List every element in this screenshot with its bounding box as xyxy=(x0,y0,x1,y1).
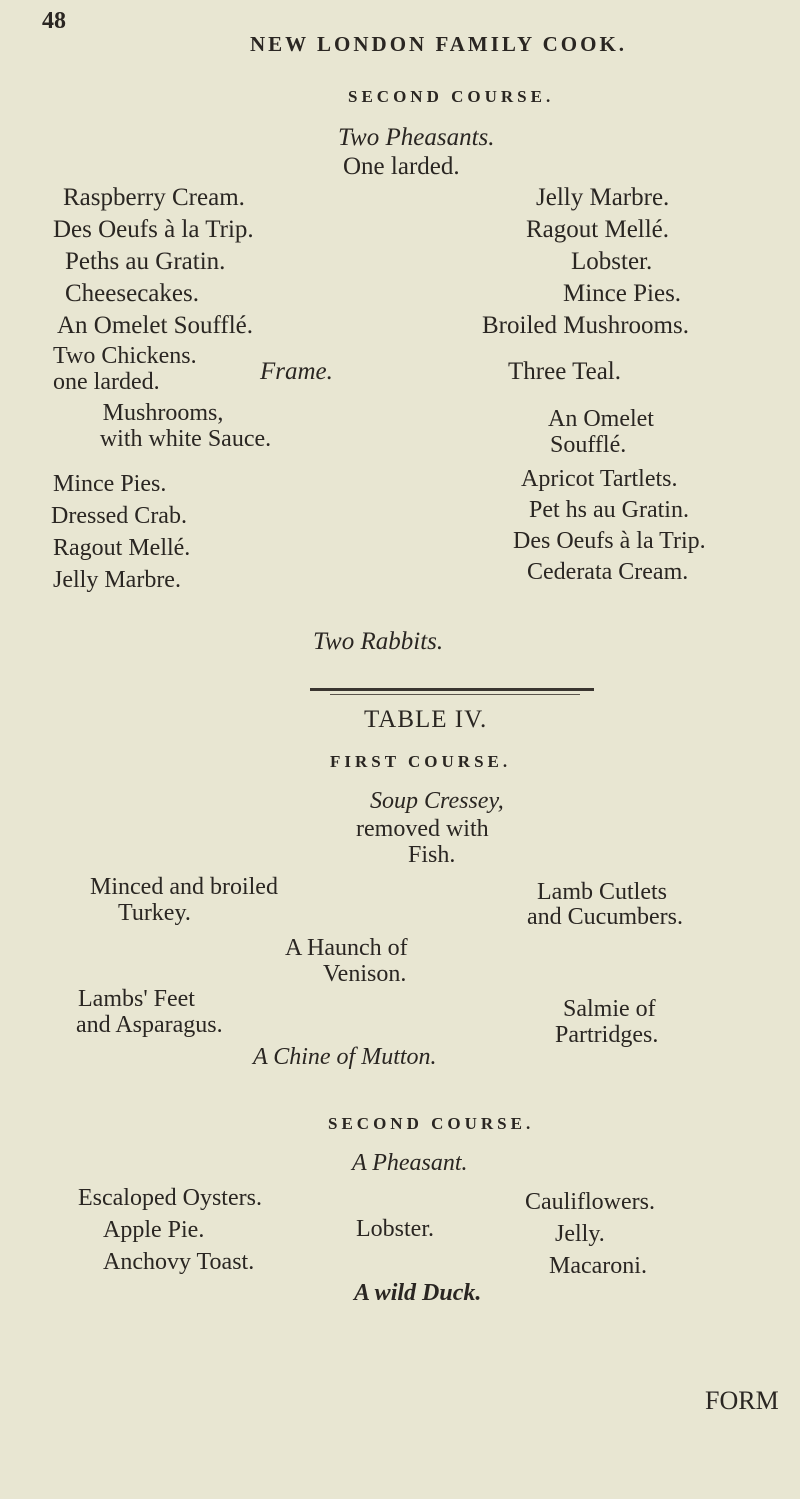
dish-item: Peths au Gratin. xyxy=(65,248,226,275)
dish-line: Lamb Cutlets xyxy=(537,879,667,905)
pheasant-dish: A Pheasant. xyxy=(352,1150,468,1176)
soup-line-2: removed with xyxy=(356,816,489,842)
first-course-heading: FIRST COURSE. xyxy=(330,752,512,771)
salmie-partridges xyxy=(555,996,658,1048)
dish-item: Jelly. xyxy=(555,1221,605,1247)
dish-line: Partridges. xyxy=(555,1022,659,1048)
left-dish-column xyxy=(53,184,254,344)
dish-line: one larded. xyxy=(53,369,160,395)
mushrooms-dish xyxy=(43,400,373,452)
running-title: NEW LONDON FAMILY COOK. xyxy=(250,32,628,56)
second-course-heading-2: SECOND COURSE. xyxy=(328,1114,535,1133)
dish-item: Apple Pie. xyxy=(103,1217,205,1243)
dish-item: Apricot Tartlets. xyxy=(521,466,678,492)
soup-line-3: Fish. xyxy=(408,842,456,868)
lobster-dish: Lobster. xyxy=(356,1216,434,1242)
left-lower-column xyxy=(53,468,190,596)
minced-turkey xyxy=(90,874,278,926)
soup-dish: Soup Cressey, xyxy=(370,788,504,814)
dish-item: Des Oeufs à la Trip. xyxy=(53,216,254,243)
two-chickens xyxy=(53,343,197,395)
dish-item: Cheesecakes. xyxy=(65,280,199,307)
second-right-column xyxy=(525,1186,655,1282)
catchword: FORM xyxy=(705,1386,779,1415)
lamb-cutlets xyxy=(527,880,683,930)
dish-line: Lambs' Feet xyxy=(78,986,195,1012)
dish-item: Dressed Crab. xyxy=(51,503,187,529)
dish-line: Salmie of xyxy=(563,996,656,1022)
right-lower-column xyxy=(475,464,706,588)
dish-item: Pet hs au Gratin. xyxy=(529,497,689,523)
dish-item: Escaloped Oysters. xyxy=(78,1185,262,1211)
dish-item: Jelly Marbre. xyxy=(53,567,181,593)
section-rule-thin xyxy=(330,694,580,695)
dish-line: and Asparagus. xyxy=(76,1012,223,1038)
dish-item: Broiled Mushrooms. xyxy=(482,312,689,339)
dish-line: and Cucumbers. xyxy=(527,904,683,930)
chine-of-mutton: A Chine of Mutton. xyxy=(253,1044,437,1070)
dish-item: Jelly Marbre. xyxy=(536,184,670,211)
dish-item: Anchovy Toast. xyxy=(103,1249,255,1275)
dish-line: Minced and broiled xyxy=(90,874,278,900)
bottom-dish: Two Rabbits. xyxy=(313,628,444,655)
right-dish-column xyxy=(480,184,689,344)
section-rule xyxy=(310,688,594,691)
dish-item: Mince Pies. xyxy=(563,280,682,307)
dish-item: An Omelet Soufflé. xyxy=(57,312,254,339)
dish-line: Soufflé. xyxy=(550,432,627,458)
dish-item: Ragout Mellé. xyxy=(53,535,191,561)
dish-item: Raspberry Cream. xyxy=(63,184,245,211)
dish-item: Cauliflowers. xyxy=(525,1189,655,1215)
three-teal: Three Teal. xyxy=(508,358,622,385)
second-left-column xyxy=(78,1182,262,1278)
dish-item: Cederata Cream. xyxy=(527,559,689,585)
top-dish: Two Pheasants. xyxy=(338,124,495,151)
dish-line: Venison. xyxy=(323,961,407,987)
dish-line: Turkey. xyxy=(118,900,191,926)
table-title: TABLE IV. xyxy=(364,706,488,733)
omelet-souffle xyxy=(548,406,654,458)
second-course-heading: SECOND COURSE. xyxy=(348,87,555,106)
dish-item: Mince Pies. xyxy=(53,471,167,497)
dish-line: Mushrooms, xyxy=(102,400,224,426)
dish-item: Des Oeufs à la Trip. xyxy=(513,528,706,554)
dish-line: A Haunch of xyxy=(285,935,408,961)
dish-item: Ragout Mellé. xyxy=(526,216,670,243)
frame-label: Frame. xyxy=(260,358,333,385)
lambs-feet xyxy=(78,986,223,1038)
page-number: 48 xyxy=(42,8,66,34)
top-dish-note: One larded. xyxy=(343,153,460,180)
wild-duck: A wild Duck. xyxy=(354,1280,482,1306)
dish-line: with white Sauce. xyxy=(99,426,272,452)
haunch-venison xyxy=(285,935,408,987)
dish-line: An Omelet xyxy=(548,406,654,432)
dish-line: Two Chickens. xyxy=(53,343,197,369)
dish-item: Lobster. xyxy=(571,248,653,275)
dish-item: Macaroni. xyxy=(549,1253,647,1279)
